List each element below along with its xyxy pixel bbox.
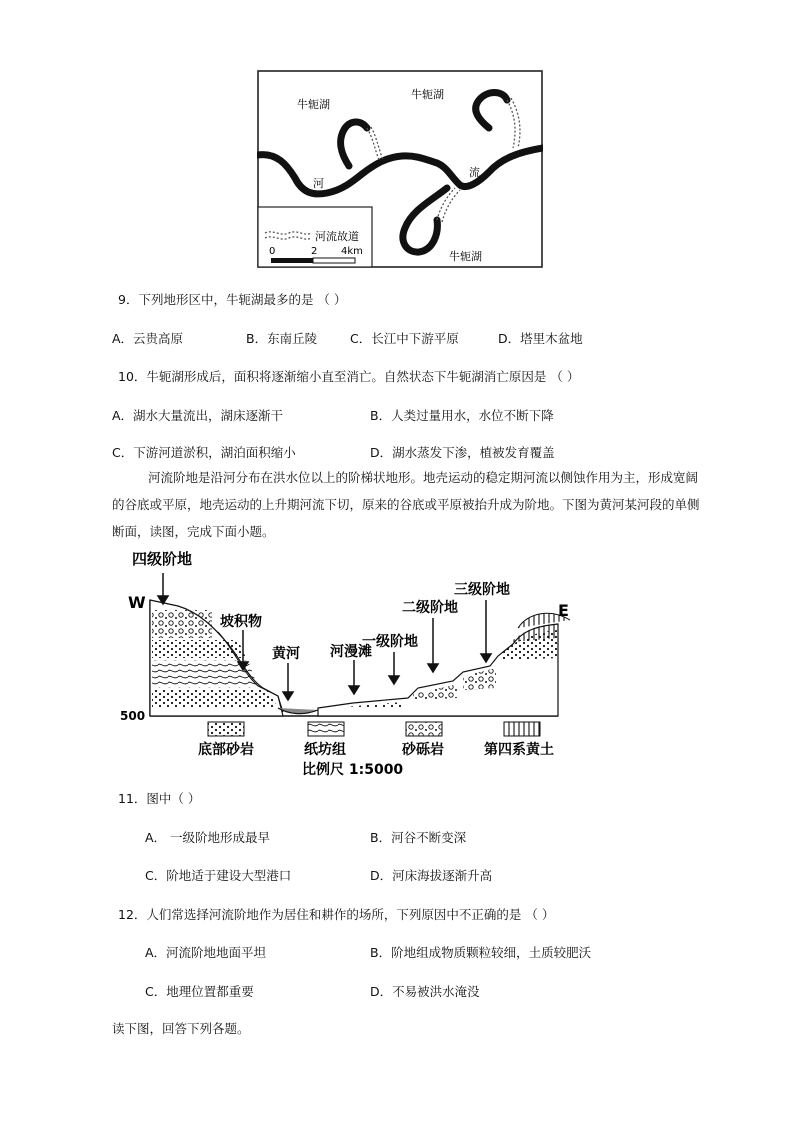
q12-option-a[interactable]: A．河流阶地地面平坦: [145, 945, 267, 960]
q12-option-d[interactable]: D．不易被洪水淹没: [370, 984, 480, 999]
q12-stem: 12．人们常选择河流阶地作为居住和耕作的场所，下列原因中不正确的是 （ ）: [118, 907, 555, 922]
q11-option-c[interactable]: C．阶地适于建设大型港口: [145, 868, 292, 883]
q11-option-d[interactable]: D．河床海拔逐渐升高: [370, 868, 493, 883]
svg-text:0: 0: [269, 246, 276, 257]
q11-stem: 11．图中（ ）: [118, 791, 201, 806]
svg-text:四级阶地: 四级阶地: [132, 550, 193, 568]
svg-text:500: 500: [120, 709, 146, 723]
q10-option-a[interactable]: A．湖水大量流出，湖床逐渐干: [112, 408, 284, 423]
label-oxbow-1: 牛轭湖: [297, 98, 330, 111]
q10-option-d[interactable]: D．湖水蒸发下渗，植被发育覆盖: [370, 445, 555, 460]
label-liu: 流: [469, 166, 480, 179]
legend-abandoned-channel: 河流故道: [315, 230, 359, 243]
q11-option-a[interactable]: A． 一级阶地形成最早: [145, 830, 271, 845]
svg-text:纸坊组: 纸坊组: [304, 742, 346, 758]
svg-text:比例尺 1:5000: 比例尺 1:5000: [302, 762, 404, 778]
svg-text:4km: 4km: [341, 246, 363, 257]
q9-option-d[interactable]: D．塔里木盆地: [498, 331, 583, 346]
q12-option-c[interactable]: C．地理位置都重要: [145, 984, 254, 999]
svg-text:三级阶地: 三级阶地: [454, 582, 510, 598]
q11-option-b[interactable]: B．河谷不断变深: [370, 830, 467, 845]
q10-stem: 10．牛轭湖形成后，面积将逐渐缩小直至消亡。自然状态下牛轭湖消亡原因是 （ ）: [118, 369, 580, 384]
svg-text:一级阶地: 一级阶地: [362, 634, 418, 650]
q9-stem: 9．下列地形区中，牛轭湖最多的是 （ ）: [118, 292, 347, 307]
label-oxbow-3: 牛轭湖: [449, 250, 482, 263]
q10-option-b[interactable]: B．人类过量用水，水位不断下降: [370, 408, 554, 423]
svg-text:坡积物: 坡积物: [220, 614, 262, 630]
svg-text:第四系黄土: 第四系黄土: [484, 742, 554, 758]
oxbow-lake-map: [257, 70, 543, 268]
q9-option-a[interactable]: A．云贵高原: [112, 331, 184, 346]
svg-text:底部砂岩: 底部砂岩: [198, 742, 254, 758]
passage: 河流阶地是沿河分布在洪水位以上的阶梯状地形。地壳运动的稳定期河流以侧蚀作用为主，形成宽阔的谷底或平原，地壳运动的上升期河流下切，原来的谷底或平原被抬升成为阶地。下图为黄河某河段的单侧断面，读图，完成下面小题。: [112, 470, 700, 539]
terrace-cross-section: [118, 548, 588, 778]
svg-text:二级阶地: 二级阶地: [402, 600, 458, 616]
label-he: 河: [313, 177, 324, 190]
q10-option-c[interactable]: C．下游河道淤积，湖泊面积缩小: [112, 445, 296, 460]
svg-text:E: E: [558, 601, 569, 620]
q12-option-b[interactable]: B．阶地组成物质颗粒较细，土质较肥沃: [370, 945, 592, 960]
label-oxbow-2: 牛轭湖: [411, 88, 444, 101]
svg-text:河漫滩: 河漫滩: [330, 644, 372, 660]
closing-instruction: 读下图，回答下列各题。: [112, 1021, 250, 1036]
svg-text:2: 2: [311, 246, 318, 257]
q9-option-c[interactable]: C．长江中下游平原: [350, 331, 459, 346]
svg-text:W: W: [128, 593, 146, 612]
q9-option-b[interactable]: B．东南丘陵: [246, 331, 318, 346]
svg-text:黄河: 黄河: [272, 646, 300, 662]
svg-text:砂砾岩: 砂砾岩: [402, 742, 444, 758]
